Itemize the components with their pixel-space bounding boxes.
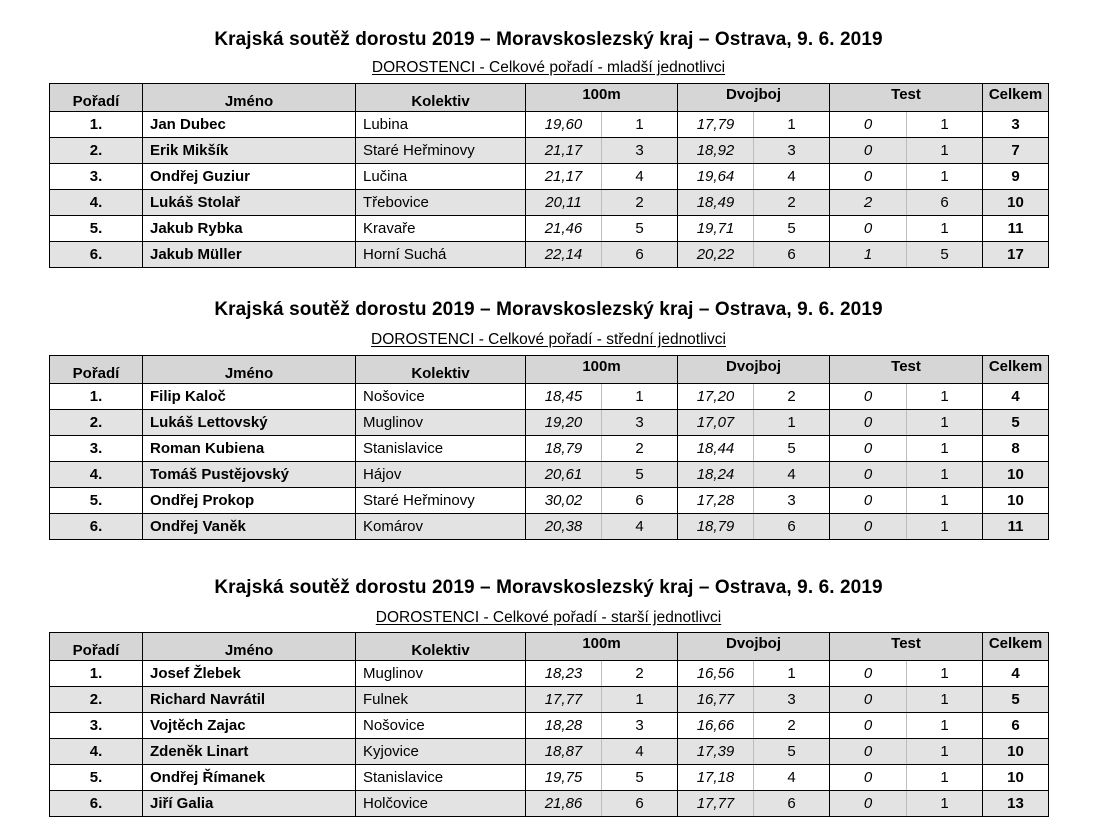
place-100m-cell: 6 [602, 488, 678, 514]
time-biathlon-cell: 17,39 [678, 739, 754, 765]
place-biathlon-cell: 1 [754, 112, 830, 138]
total-cell: 10 [983, 739, 1049, 765]
time-biathlon-cell: 17,79 [678, 112, 754, 138]
place-100m-cell: 4 [602, 739, 678, 765]
team-cell: Staré Heřminovy [356, 138, 526, 164]
header-name: Jméno [143, 84, 356, 112]
test-errors-cell: 1 [830, 242, 907, 268]
name-cell: Tomáš Pustějovský [143, 462, 356, 488]
rank-cell: 5. [50, 765, 143, 791]
team-cell: Komárov [356, 514, 526, 540]
header-rank: Pořadí [50, 356, 143, 384]
time-100m-cell: 21,17 [526, 164, 602, 190]
rank-cell: 6. [50, 242, 143, 268]
test-errors-cell: 0 [830, 164, 907, 190]
test-errors-cell: 0 [830, 462, 907, 488]
team-cell: Nošovice [356, 713, 526, 739]
name-cell: Richard Navrátil [143, 687, 356, 713]
time-biathlon-cell: 18,44 [678, 436, 754, 462]
time-biathlon-cell: 17,20 [678, 384, 754, 410]
section-subtitle-text: DOROSTENCI - Celkové pořadí - střední jednotlivci [371, 331, 726, 348]
rank-cell: 4. [50, 462, 143, 488]
time-biathlon-cell: 18,79 [678, 514, 754, 540]
name-cell: Ondřej Římanek [143, 765, 356, 791]
table-row [50, 488, 1049, 514]
time-100m-cell: 19,75 [526, 765, 602, 791]
name-cell: Erik Mikšík [143, 138, 356, 164]
header-total: Celkem [983, 356, 1049, 384]
header-biathlon: Dvojboj [678, 84, 830, 112]
place-biathlon-cell: 5 [754, 216, 830, 242]
table-header-row [50, 84, 1049, 112]
header-total: Celkem [983, 633, 1049, 661]
results-table [49, 83, 1049, 268]
place-test-cell: 1 [907, 410, 983, 436]
section-title: Krajská soutěž dorostu 2019 – Moravskoslezský kraj – Ostrava, 9. 6. 2019 [214, 29, 883, 50]
place-test-cell: 5 [907, 242, 983, 268]
rank-cell: 5. [50, 488, 143, 514]
place-100m-cell: 1 [602, 384, 678, 410]
table-row [50, 514, 1049, 540]
time-100m-cell: 19,60 [526, 112, 602, 138]
table-row [50, 138, 1049, 164]
test-errors-cell: 0 [830, 216, 907, 242]
total-cell: 3 [983, 112, 1049, 138]
time-biathlon-cell: 20,22 [678, 242, 754, 268]
rank-cell: 1. [50, 384, 143, 410]
rank-cell: 4. [50, 190, 143, 216]
place-biathlon-cell: 1 [754, 661, 830, 687]
header-name: Jméno [143, 633, 356, 661]
test-errors-cell: 0 [830, 410, 907, 436]
place-100m-cell: 2 [602, 190, 678, 216]
time-biathlon-cell: 16,77 [678, 687, 754, 713]
team-cell: Staré Heřminovy [356, 488, 526, 514]
test-errors-cell: 0 [830, 739, 907, 765]
name-cell: Ondřej Vaněk [143, 514, 356, 540]
time-100m-cell: 20,11 [526, 190, 602, 216]
rank-cell: 2. [50, 138, 143, 164]
total-cell: 4 [983, 661, 1049, 687]
table-row [50, 687, 1049, 713]
place-test-cell: 1 [907, 687, 983, 713]
team-cell: Lubina [356, 112, 526, 138]
total-cell: 5 [983, 687, 1049, 713]
team-cell: Muglinov [356, 410, 526, 436]
test-errors-cell: 0 [830, 514, 907, 540]
place-biathlon-cell: 2 [754, 713, 830, 739]
place-100m-cell: 6 [602, 242, 678, 268]
place-test-cell: 1 [907, 765, 983, 791]
time-100m-cell: 20,38 [526, 514, 602, 540]
rank-cell: 5. [50, 216, 143, 242]
test-errors-cell: 0 [830, 138, 907, 164]
table-row [50, 791, 1049, 817]
time-biathlon-cell: 16,56 [678, 661, 754, 687]
test-errors-cell: 0 [830, 436, 907, 462]
header-100m: 100m [526, 356, 678, 384]
place-100m-cell: 2 [602, 436, 678, 462]
place-100m-cell: 1 [602, 112, 678, 138]
time-100m-cell: 18,87 [526, 739, 602, 765]
table-row [50, 436, 1049, 462]
rank-cell: 6. [50, 791, 143, 817]
place-100m-cell: 6 [602, 791, 678, 817]
time-100m-cell: 18,23 [526, 661, 602, 687]
place-100m-cell: 5 [602, 216, 678, 242]
time-100m-cell: 18,28 [526, 713, 602, 739]
table-row [50, 661, 1049, 687]
header-rank: Pořadí [50, 84, 143, 112]
rank-cell: 2. [50, 410, 143, 436]
place-biathlon-cell: 3 [754, 687, 830, 713]
table-row [50, 164, 1049, 190]
time-100m-cell: 18,45 [526, 384, 602, 410]
place-100m-cell: 3 [602, 713, 678, 739]
total-cell: 5 [983, 410, 1049, 436]
header-test: Test [830, 356, 983, 384]
time-biathlon-cell: 19,64 [678, 164, 754, 190]
section-title: Krajská soutěž dorostu 2019 – Moravskoslezský kraj – Ostrava, 9. 6. 2019 [214, 577, 883, 598]
place-test-cell: 1 [907, 164, 983, 190]
name-cell: Roman Kubiena [143, 436, 356, 462]
name-cell: Josef Žlebek [143, 661, 356, 687]
name-cell: Filip Kaloč [143, 384, 356, 410]
header-total: Celkem [983, 84, 1049, 112]
name-cell: Jiří Galia [143, 791, 356, 817]
table-row [50, 739, 1049, 765]
time-100m-cell: 30,02 [526, 488, 602, 514]
header-rank: Pořadí [50, 633, 143, 661]
total-cell: 13 [983, 791, 1049, 817]
table-row [50, 713, 1049, 739]
time-100m-cell: 20,61 [526, 462, 602, 488]
table-row [50, 410, 1049, 436]
time-biathlon-cell: 18,92 [678, 138, 754, 164]
place-test-cell: 1 [907, 488, 983, 514]
place-biathlon-cell: 6 [754, 791, 830, 817]
team-cell: Stanislavice [356, 765, 526, 791]
time-biathlon-cell: 17,07 [678, 410, 754, 436]
name-cell: Jakub Rybka [143, 216, 356, 242]
section-subtitle [0, 331, 1097, 349]
table-row [50, 216, 1049, 242]
place-100m-cell: 3 [602, 410, 678, 436]
team-cell: Fulnek [356, 687, 526, 713]
table-row [50, 112, 1049, 138]
name-cell: Jan Dubec [143, 112, 356, 138]
total-cell: 11 [983, 216, 1049, 242]
place-biathlon-cell: 3 [754, 138, 830, 164]
place-test-cell: 1 [907, 713, 983, 739]
header-team: Kolektiv [356, 356, 526, 384]
time-100m-cell: 21,46 [526, 216, 602, 242]
team-cell: Hájov [356, 462, 526, 488]
test-errors-cell: 2 [830, 190, 907, 216]
time-biathlon-cell: 17,77 [678, 791, 754, 817]
time-biathlon-cell: 18,49 [678, 190, 754, 216]
total-cell: 6 [983, 713, 1049, 739]
place-test-cell: 1 [907, 739, 983, 765]
place-test-cell: 1 [907, 216, 983, 242]
table-row [50, 384, 1049, 410]
header-100m: 100m [526, 84, 678, 112]
place-100m-cell: 3 [602, 138, 678, 164]
header-team: Kolektiv [356, 84, 526, 112]
header-test: Test [830, 84, 983, 112]
rank-cell: 3. [50, 436, 143, 462]
test-errors-cell: 0 [830, 384, 907, 410]
team-cell: Stanislavice [356, 436, 526, 462]
total-cell: 8 [983, 436, 1049, 462]
place-100m-cell: 4 [602, 164, 678, 190]
place-test-cell: 6 [907, 190, 983, 216]
name-cell: Ondřej Prokop [143, 488, 356, 514]
place-100m-cell: 5 [602, 462, 678, 488]
header-100m: 100m [526, 633, 678, 661]
section-subtitle-text: DOROSTENCI - Celkové pořadí - starší jednotlivci [375, 609, 722, 626]
time-biathlon-cell: 17,28 [678, 488, 754, 514]
place-test-cell: 1 [907, 436, 983, 462]
time-biathlon-cell: 19,71 [678, 216, 754, 242]
table-header-row [50, 356, 1049, 384]
header-biathlon: Dvojboj [678, 633, 830, 661]
total-cell: 10 [983, 462, 1049, 488]
rank-cell: 2. [50, 687, 143, 713]
section-subtitle [0, 609, 1097, 627]
test-errors-cell: 0 [830, 661, 907, 687]
team-cell: Holčovice [356, 791, 526, 817]
rank-cell: 3. [50, 713, 143, 739]
time-biathlon-cell: 17,18 [678, 765, 754, 791]
total-cell: 10 [983, 765, 1049, 791]
table-header-row [50, 633, 1049, 661]
place-test-cell: 1 [907, 462, 983, 488]
place-biathlon-cell: 4 [754, 462, 830, 488]
header-biathlon: Dvojboj [678, 356, 830, 384]
rank-cell: 3. [50, 164, 143, 190]
team-cell: Lučina [356, 164, 526, 190]
team-cell: Kyjovice [356, 739, 526, 765]
rank-cell: 4. [50, 739, 143, 765]
header-name: Jméno [143, 356, 356, 384]
time-100m-cell: 22,14 [526, 242, 602, 268]
table-row [50, 242, 1049, 268]
name-cell: Vojtěch Zajac [143, 713, 356, 739]
header-test: Test [830, 633, 983, 661]
results-table [49, 355, 1049, 540]
test-errors-cell: 0 [830, 687, 907, 713]
total-cell: 17 [983, 242, 1049, 268]
rank-cell: 1. [50, 661, 143, 687]
total-cell: 10 [983, 190, 1049, 216]
test-errors-cell: 0 [830, 488, 907, 514]
place-test-cell: 1 [907, 791, 983, 817]
time-biathlon-cell: 16,66 [678, 713, 754, 739]
place-biathlon-cell: 5 [754, 739, 830, 765]
total-cell: 11 [983, 514, 1049, 540]
name-cell: Lukáš Lettovský [143, 410, 356, 436]
place-biathlon-cell: 2 [754, 384, 830, 410]
table-row [50, 765, 1049, 791]
place-100m-cell: 1 [602, 687, 678, 713]
time-100m-cell: 21,17 [526, 138, 602, 164]
team-cell: Kravaře [356, 216, 526, 242]
total-cell: 10 [983, 488, 1049, 514]
place-test-cell: 1 [907, 138, 983, 164]
section-subtitle [0, 59, 1097, 77]
place-biathlon-cell: 6 [754, 514, 830, 540]
place-100m-cell: 5 [602, 765, 678, 791]
header-team: Kolektiv [356, 633, 526, 661]
place-biathlon-cell: 1 [754, 410, 830, 436]
results-table [49, 632, 1049, 817]
name-cell: Lukáš Stolař [143, 190, 356, 216]
rank-cell: 1. [50, 112, 143, 138]
total-cell: 7 [983, 138, 1049, 164]
test-errors-cell: 0 [830, 765, 907, 791]
table-row [50, 190, 1049, 216]
team-cell: Třebovice [356, 190, 526, 216]
team-cell: Nošovice [356, 384, 526, 410]
place-test-cell: 1 [907, 514, 983, 540]
time-100m-cell: 18,79 [526, 436, 602, 462]
table-row [50, 462, 1049, 488]
place-biathlon-cell: 4 [754, 765, 830, 791]
name-cell: Jakub Müller [143, 242, 356, 268]
team-cell: Muglinov [356, 661, 526, 687]
name-cell: Zdeněk Linart [143, 739, 356, 765]
place-test-cell: 1 [907, 112, 983, 138]
rank-cell: 6. [50, 514, 143, 540]
place-biathlon-cell: 4 [754, 164, 830, 190]
place-biathlon-cell: 2 [754, 190, 830, 216]
test-errors-cell: 0 [830, 112, 907, 138]
name-cell: Ondřej Guziur [143, 164, 356, 190]
place-test-cell: 1 [907, 661, 983, 687]
place-biathlon-cell: 3 [754, 488, 830, 514]
section-title: Krajská soutěž dorostu 2019 – Moravskoslezský kraj – Ostrava, 9. 6. 2019 [214, 299, 883, 320]
section-subtitle-text: DOROSTENCI - Celkové pořadí - mladší jednotlivci [371, 59, 726, 76]
time-100m-cell: 21,86 [526, 791, 602, 817]
time-100m-cell: 19,20 [526, 410, 602, 436]
time-biathlon-cell: 18,24 [678, 462, 754, 488]
total-cell: 4 [983, 384, 1049, 410]
place-biathlon-cell: 5 [754, 436, 830, 462]
test-errors-cell: 0 [830, 713, 907, 739]
time-100m-cell: 17,77 [526, 687, 602, 713]
test-errors-cell: 0 [830, 791, 907, 817]
place-100m-cell: 2 [602, 661, 678, 687]
total-cell: 9 [983, 164, 1049, 190]
team-cell: Horní Suchá [356, 242, 526, 268]
place-test-cell: 1 [907, 384, 983, 410]
place-biathlon-cell: 6 [754, 242, 830, 268]
place-100m-cell: 4 [602, 514, 678, 540]
